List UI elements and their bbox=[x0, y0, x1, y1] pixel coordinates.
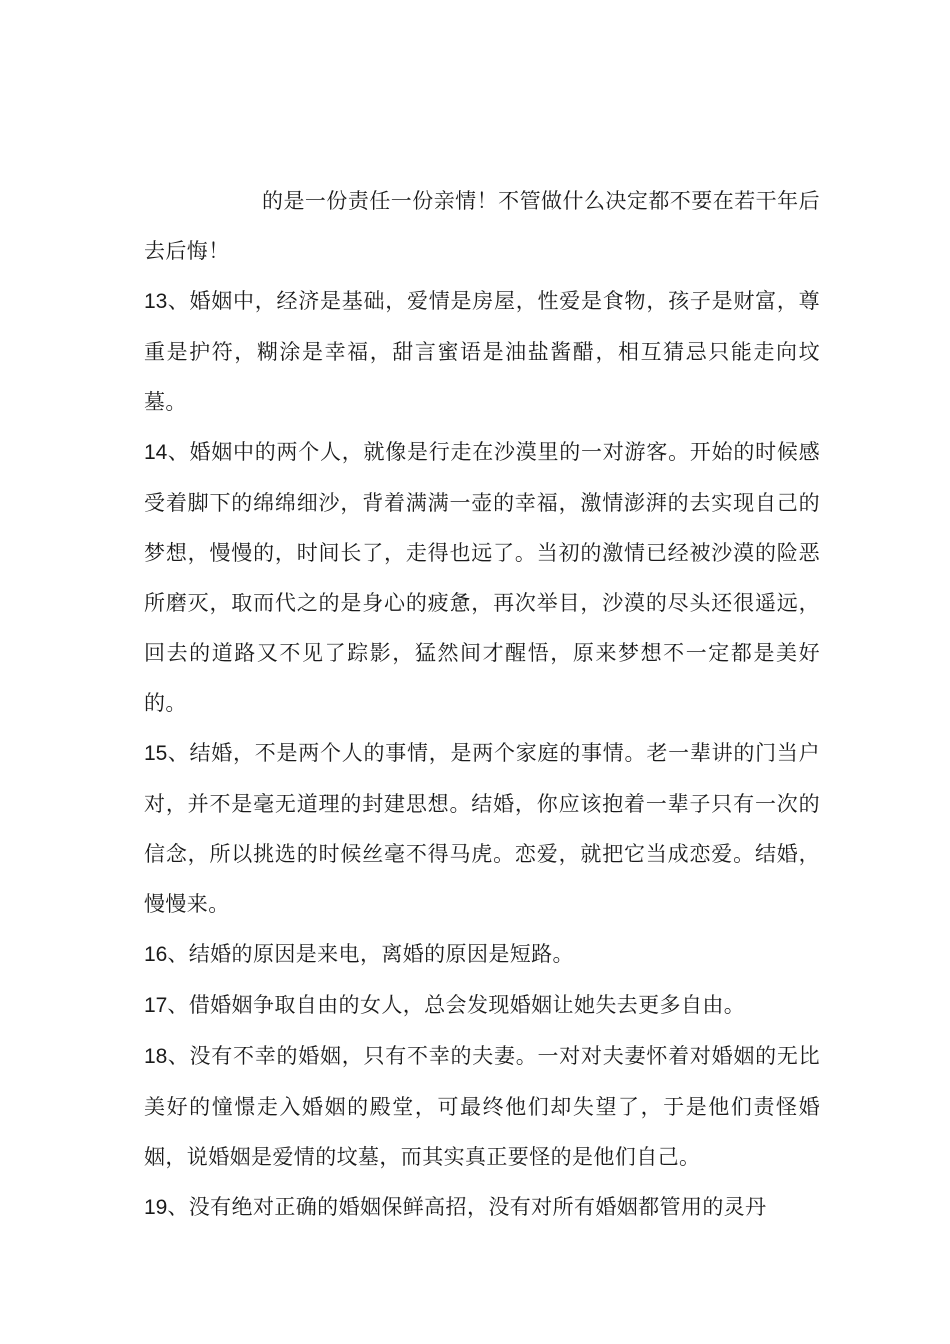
continuation-paragraph: 的是一份责任一份亲情！不管做什么决定都不要在若干年后去后悔！ bbox=[144, 189, 820, 263]
item-text: 、结婚，不是两个人的事情，是两个家庭的事情。老一辈讲的门当户对，并不是毫无道理的封建思想。结婚，你应该抱着一辈子只有一次的信念，所以挑选的时候丝毫不得马虎。恋爱，就把它当成恋爱。结婚，慢慢来。 bbox=[144, 741, 820, 916]
item-text: 、借婚姻争取自由的女人，总会发现婚姻让她失去更多自由。 bbox=[167, 993, 746, 1017]
item-text: 、结婚的原因是来电，离婚的原因是短路。 bbox=[167, 942, 574, 966]
list-item bbox=[144, 427, 820, 728]
item-number: 15 bbox=[144, 742, 168, 765]
item-number: 13 bbox=[144, 290, 168, 313]
list-item bbox=[144, 728, 820, 929]
item-number: 16 bbox=[144, 943, 168, 966]
item-text: 、婚姻中的两个人，就像是行走在沙漠里的一对游客。开始的时候感受着脚下的绵绵细沙，背着满满一壶的幸福，激情澎湃的去实现自己的梦想，慢慢的，时间长了，走得也远了。当初的激情已经被沙漠的险恶所磨灭，取而代之的是身心的疲惫，再次举目，沙漠的尽头还很遥远，回去的道路又不见了踪影，猛然间才醒悟，原来梦想不一定都是美好的。 bbox=[144, 440, 820, 715]
item-number: 17 bbox=[144, 994, 168, 1017]
list-item bbox=[144, 929, 820, 980]
item-number: 14 bbox=[144, 441, 168, 464]
document-body bbox=[144, 176, 820, 1233]
item-text: 、婚姻中，经济是基础，爱情是房屋，性爱是食物，孩子是财富，尊重是护符，糊涂是幸福，甜言蜜语是油盐酱醋，相互猜忌只能走向坟墓。 bbox=[144, 289, 820, 414]
list-item bbox=[144, 276, 820, 427]
item-text: 、没有不幸的婚姻，只有不幸的夫妻。一对对夫妻怀着对婚姻的无比美好的憧憬走入婚姻的殿堂，可最终他们却失望了，于是他们责怪婚姻，说婚姻是爱情的坟墓，而其实真正要怪的是他们自己。 bbox=[144, 1044, 820, 1169]
item-number: 19 bbox=[144, 1196, 168, 1219]
item-number: 18 bbox=[144, 1045, 168, 1068]
list-item bbox=[144, 980, 820, 1031]
list-item bbox=[144, 1182, 820, 1233]
list-item bbox=[144, 1031, 820, 1182]
item-text: 、没有绝对正确的婚姻保鲜高招，没有对所有婚姻都管用的灵丹 bbox=[167, 1195, 767, 1219]
